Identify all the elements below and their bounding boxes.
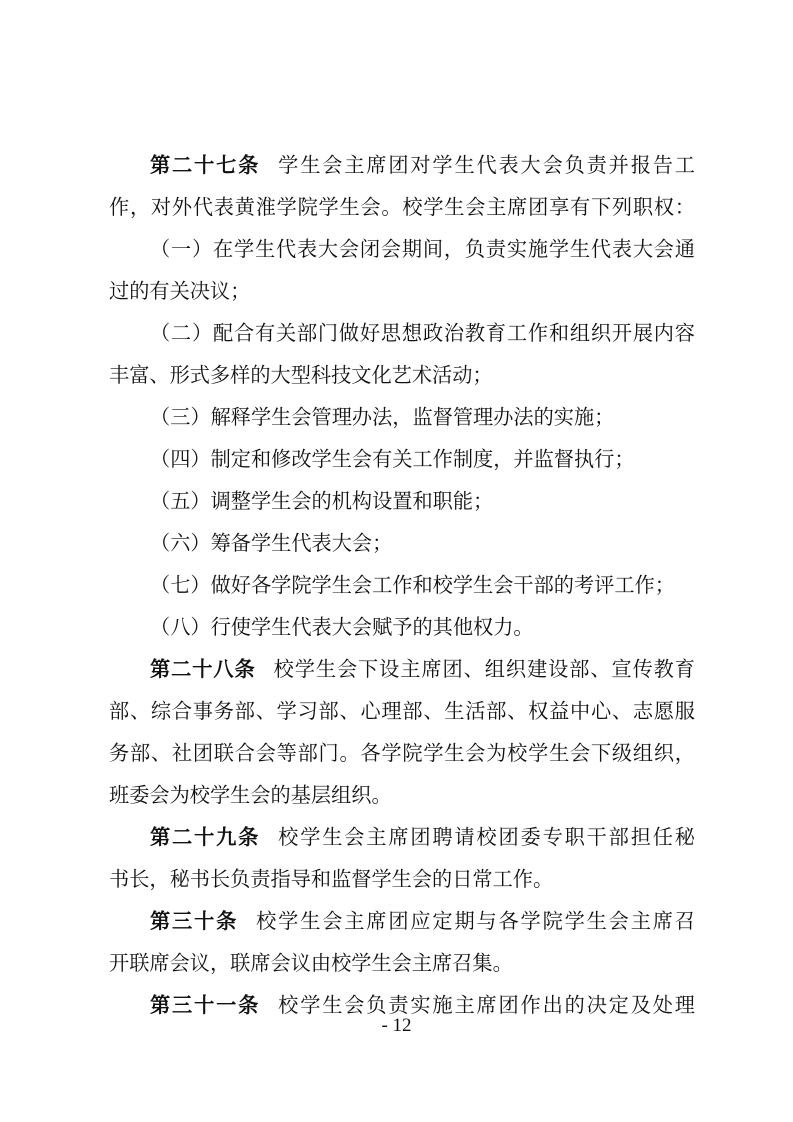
item-8: （八）行使学生代表大会赋予的其他权力。 — [150, 615, 534, 639]
article-29-line-2: 书长，秘书长负责指导和监督学生会的日常工作。 — [109, 867, 554, 891]
article-28-line-4: 班委会为校学生会的基层组织。 — [109, 783, 392, 807]
article-27-line-1 — [150, 152, 695, 178]
item-1-line-1: （一）在学生代表大会闭会期间，负责实施学生代表大会通 — [150, 237, 695, 261]
article-27-line-2: 作，对外代表黄淮学院学生会。校学生会主席团享有下列职权： — [109, 195, 695, 219]
article-30-line-1 — [150, 908, 695, 934]
article-28-line-1 — [150, 656, 695, 682]
item-2-line-2: 丰富、形式多样的大型科技文化艺术活动； — [109, 363, 493, 387]
article-29-label: 第二十九条 — [150, 825, 261, 849]
article-27-label: 第二十七条 — [150, 153, 261, 177]
article-28-line-2: 部、综合事务部、学习部、心理部、生活部、权益中心、志愿服 — [109, 699, 695, 723]
article-31-text-1: 校学生会负责实施主席团作出的决定及处理 — [278, 993, 695, 1017]
item-7: （七）做好各学院学生会工作和校学生会干部的考评工作； — [150, 573, 675, 597]
item-6: （六）筹备学生代表大会； — [150, 531, 393, 555]
item-2-line-1: （二）配合有关部门做好思想政治教育工作和组织开展内容 — [150, 321, 695, 345]
page-number: - 12 — [381, 1015, 412, 1036]
article-29-line-1 — [150, 824, 695, 850]
item-1-line-2: 过的有关决议； — [109, 279, 251, 303]
item-3: （三）解释学生会管理办法，监督管理办法的实施； — [150, 405, 615, 429]
article-29-text-1: 校学生会主席团聘请校团委专职干部担任秘 — [278, 825, 695, 849]
article-28-text-1: 校学生会下设主席团、组织建设部、宣传教育 — [273, 657, 695, 681]
article-27-text-1: 学生会主席团对学生代表大会负责并报告工 — [278, 153, 695, 177]
item-4: （四）制定和修改学生会有关工作制度，并监督执行； — [150, 447, 635, 471]
article-30-label: 第三十条 — [150, 909, 239, 933]
article-28-line-3: 务部、社团联合会等部门。各学院学生会为校学生会下级组织， — [109, 741, 695, 765]
article-30-text-1: 校学生会主席团应定期与各学院学生会主席召 — [256, 909, 695, 933]
item-5: （五）调整学生会的机构设置和职能； — [150, 489, 494, 513]
article-31-label: 第三十一条 — [150, 993, 261, 1017]
article-30-line-2: 开联席会议，联席会议由校学生会主席召集。 — [109, 951, 513, 975]
article-28-label: 第二十八条 — [150, 657, 256, 681]
